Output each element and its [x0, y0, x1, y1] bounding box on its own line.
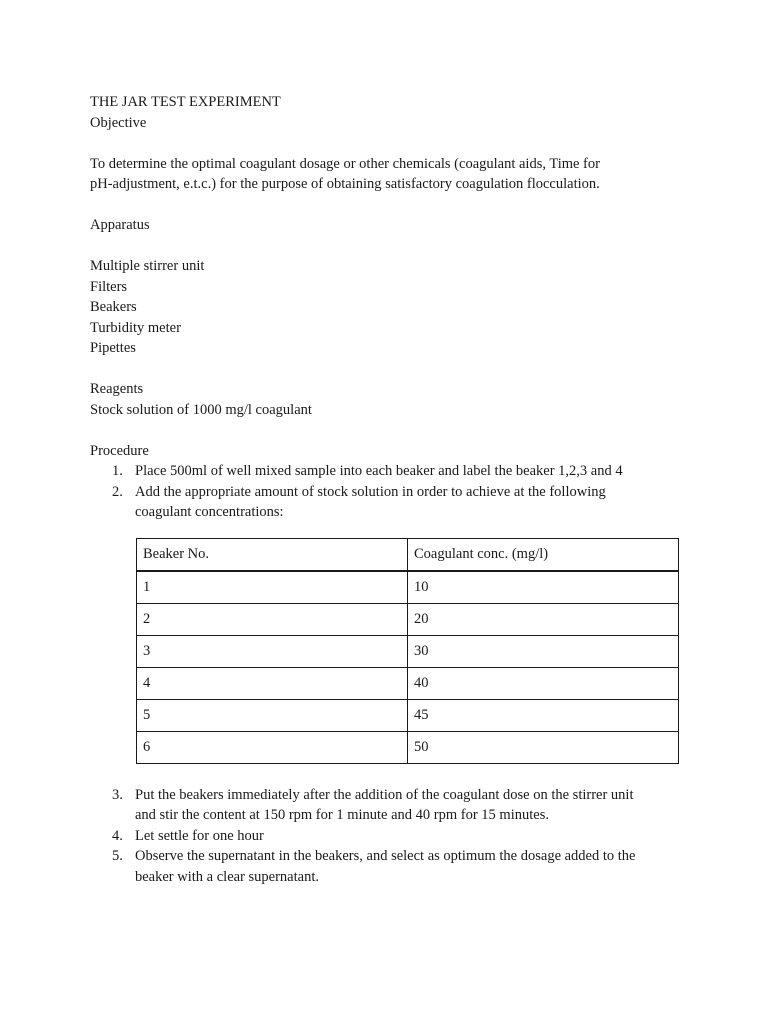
concentration-cell: 20 [408, 603, 679, 635]
header-beaker-no: Beaker No. [137, 538, 408, 571]
beaker-number-cell: 5 [137, 699, 408, 731]
procedure-step [90, 461, 690, 482]
table-row [137, 571, 679, 604]
beaker-number-cell: 1 [137, 571, 408, 604]
beaker-number-cell: 6 [137, 731, 408, 763]
procedure-step [90, 846, 690, 887]
concentration-cell: 10 [408, 571, 679, 604]
beaker-number-cell: 2 [137, 603, 408, 635]
procedure-heading: Procedure [90, 442, 149, 459]
coagulant-concentration-table [136, 538, 679, 764]
apparatus-item: Turbidity meter [90, 319, 181, 336]
document-page [90, 92, 690, 887]
apparatus-item: Multiple stirrer unit [90, 258, 205, 274]
step-number: 5. [112, 848, 123, 864]
step-text: beaker with a clear supernatant. [135, 868, 319, 885]
apparatus-heading: Apparatus [90, 217, 150, 233]
procedure-steps-list [90, 461, 690, 523]
table-row [137, 731, 679, 763]
procedure-step [90, 482, 690, 523]
table-row [137, 635, 679, 667]
concentration-cell: 30 [408, 635, 679, 667]
step-text: Observe the supernatant in the beakers, and select as optimum the dosage added to the [135, 848, 636, 864]
procedure-step [90, 785, 690, 826]
beaker-number-cell: 4 [137, 667, 408, 699]
table-header-row [137, 538, 679, 571]
step-number: 4. [112, 827, 123, 844]
step-text: Let settle for one hour [135, 827, 264, 844]
procedure-steps-list-continued [90, 785, 690, 888]
step-text: Place 500ml of well mixed sample into each beaker and label the beaker 1,2,3 and 4 [135, 463, 623, 479]
apparatus-item: Pipettes [90, 340, 136, 356]
step-number: 2. [112, 483, 123, 500]
step-number: 3. [112, 786, 123, 803]
coagulant-table-wrapper [136, 538, 690, 764]
step-number: 1. [112, 463, 123, 479]
concentration-cell: 50 [408, 731, 679, 763]
concentration-cell: 45 [408, 699, 679, 731]
procedure-step [90, 826, 690, 847]
objective-text-line-1: To determine the optimal coagulant dosage or other chemicals (coagulant aids, Time for [90, 155, 600, 172]
table-row [137, 603, 679, 635]
step-text: Add the appropriate amount of stock solution in order to achieve at the following [135, 483, 606, 500]
step-text: Put the beakers immediately after the addition of the coagulant dose on the stirrer unit [135, 786, 634, 803]
beaker-number-cell: 3 [137, 635, 408, 667]
table-row [137, 667, 679, 699]
objective-text-line-2: pH-adjustment, e.t.c.) for the purpose of obtaining satisfactory coagulation flocculation. [90, 176, 600, 192]
objective-heading: Objective [90, 114, 147, 131]
reagents-heading: Reagents [90, 381, 144, 397]
header-coagulant-conc: Coagulant conc. (mg/l) [408, 538, 679, 571]
document-title: THE JAR TEST EXPERIMENT [90, 94, 281, 110]
apparatus-item: Filters [90, 278, 128, 295]
reagents-text: Stock solution of 1000 mg/l coagulant [90, 401, 312, 418]
step-text: coagulant concentrations: [135, 504, 284, 520]
table-row [137, 699, 679, 731]
step-text: and stir the content at 150 rpm for 1 minute and 40 rpm for 15 minutes. [135, 807, 549, 823]
apparatus-item: Beakers [90, 299, 137, 315]
concentration-cell: 40 [408, 667, 679, 699]
